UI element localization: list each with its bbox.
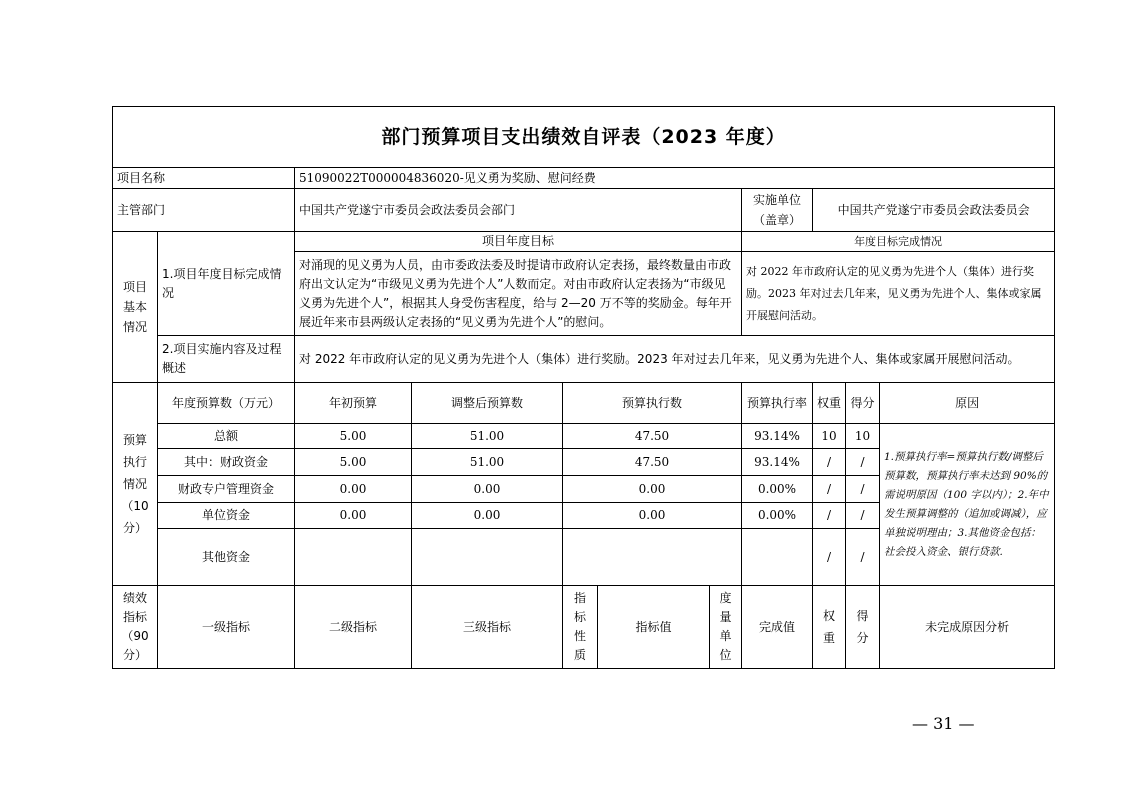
budget-reason-note: 1.预算执行率=预算执行数/调整后预算数，预算执行率未达到 90%的需说明原因（100 字以内）；2.年中发生预算调整的（追加或调减），应单独说明理由；3.其他资金包括：社会投入资金、银行贷款. <box>880 424 1055 586</box>
goal-done-text: 对 2022 年市政府认定的见义勇为先进个人（集体）进行奖励。2023 年对过去几年来，见义勇为先进个人、集体或家属开展慰问活动。 <box>742 252 1055 336</box>
budget-row-name: 单位资金 <box>158 503 295 529</box>
perf-header-done: 完成值 <box>742 586 813 669</box>
budget-row-rate: 0.00% <box>742 476 813 503</box>
budget-header-weight: 权重 <box>813 383 846 424</box>
perf-header-value: 指标值 <box>598 586 710 669</box>
budget-row-score: / <box>846 449 880 476</box>
budget-side-label: 预算 执行 情况 （10 分） <box>113 383 158 586</box>
budget-row-executed: 0.00 <box>563 503 742 529</box>
budget-row-adjusted: 51.00 <box>412 449 563 476</box>
budget-row-name: 财政专户管理资金 <box>158 476 295 503</box>
budget-row-adjusted: 51.00 <box>412 424 563 449</box>
table-title: 部门预算项目支出绩效自评表（2023 年度） <box>113 107 1055 168</box>
budget-row-initial: 0.00 <box>295 503 412 529</box>
budget-row-initial: 5.00 <box>295 449 412 476</box>
budget-row-weight: 10 <box>813 424 846 449</box>
goal-completion-label: 1.项目年度目标完成情况 <box>158 232 295 336</box>
budget-row-adjusted: 0.00 <box>412 476 563 503</box>
project-name-label: 项目名称 <box>113 168 295 189</box>
budget-header-rate: 预算执行率 <box>742 383 813 424</box>
goal-done-header: 年度目标完成情况 <box>742 232 1055 252</box>
budget-row-executed: 47.50 <box>563 424 742 449</box>
budget-header-item: 年度预算数（万元） <box>158 383 295 424</box>
budget-row-initial <box>295 529 412 586</box>
budget-row-score: 10 <box>846 424 880 449</box>
budget-row-score: / <box>846 529 880 586</box>
budget-row-executed <box>563 529 742 586</box>
budget-header-initial: 年初预算 <box>295 383 412 424</box>
perf-header-nature: 指 标 性 质 <box>563 586 598 669</box>
perf-header-level2: 二级指标 <box>295 586 412 669</box>
perf-header-unit: 度 量 单 位 <box>710 586 742 669</box>
budget-row-rate: 93.14% <box>742 449 813 476</box>
budget-row-executed: 47.50 <box>563 449 742 476</box>
budget-row-score: / <box>846 503 880 529</box>
content-label: 2.项目实施内容及过程概述 <box>158 336 295 383</box>
annual-goal-header: 项目年度目标 <box>295 232 742 252</box>
basic-info-label: 项目 基本 情况 <box>113 232 158 383</box>
impl-unit-value: 中国共产党遂宁市委员会政法委员会 <box>813 189 1055 232</box>
perf-header-level1: 一级指标 <box>158 586 295 669</box>
impl-unit-label: 实施单位 （盖章） <box>742 189 813 232</box>
performance-evaluation-table <box>112 106 1055 669</box>
budget-row-weight: / <box>813 503 846 529</box>
budget-row-rate: 0.00% <box>742 503 813 529</box>
budget-row-weight: / <box>813 476 846 503</box>
budget-row-name: 总额 <box>158 424 295 449</box>
budget-row-adjusted: 0.00 <box>412 503 563 529</box>
budget-header-score: 得分 <box>846 383 880 424</box>
budget-row-rate: 93.14% <box>742 424 813 449</box>
budget-header-adjusted: 调整后预算数 <box>412 383 563 424</box>
budget-header-reason: 原因 <box>880 383 1055 424</box>
budget-row-initial: 5.00 <box>295 424 412 449</box>
budget-row-name: 其中：财政资金 <box>158 449 295 476</box>
budget-row-score: / <box>846 476 880 503</box>
budget-header-executed: 预算执行数 <box>563 383 742 424</box>
dept-label: 主管部门 <box>113 189 295 232</box>
budget-row-name: 其他资金 <box>158 529 295 586</box>
project-name-value: 51090022T000004836020-见义勇为奖励、慰问经费 <box>295 168 1055 189</box>
perf-side-label: 绩效 指标 （90 分） <box>113 586 158 669</box>
budget-row-weight: / <box>813 529 846 586</box>
perf-header-weight: 权 重 <box>813 586 846 669</box>
budget-row-executed: 0.00 <box>563 476 742 503</box>
page-number: — 31 — <box>912 714 975 733</box>
dept-value: 中国共产党遂宁市委员会政法委员会部门 <box>295 189 742 232</box>
perf-header-analysis: 未完成原因分析 <box>880 586 1055 669</box>
budget-row-weight: / <box>813 449 846 476</box>
budget-row-adjusted <box>412 529 563 586</box>
perf-header-level3: 三级指标 <box>412 586 563 669</box>
perf-header-score: 得 分 <box>846 586 880 669</box>
budget-row-initial: 0.00 <box>295 476 412 503</box>
content-text: 对 2022 年市政府认定的见义勇为先进个人（集体）进行奖励。2023 年对过去几年来，见义勇为先进个人、集体或家属开展慰问活动。 <box>295 336 1055 383</box>
annual-goal-text: 对涌现的见义勇为人员，由市委政法委及时提请市政府认定表扬，最终数量由市政府出文认定为“市级见义勇为先进个人”人数而定。对由市政府认定表扬为“市级见义勇为先进个人”，根据其人身受伤害程度，给与 2—20 万不等的奖励金。每年开展近年来市县两级认定表扬的“见义勇为先进个人”的慰问。 <box>295 252 742 336</box>
budget-row-rate <box>742 529 813 586</box>
